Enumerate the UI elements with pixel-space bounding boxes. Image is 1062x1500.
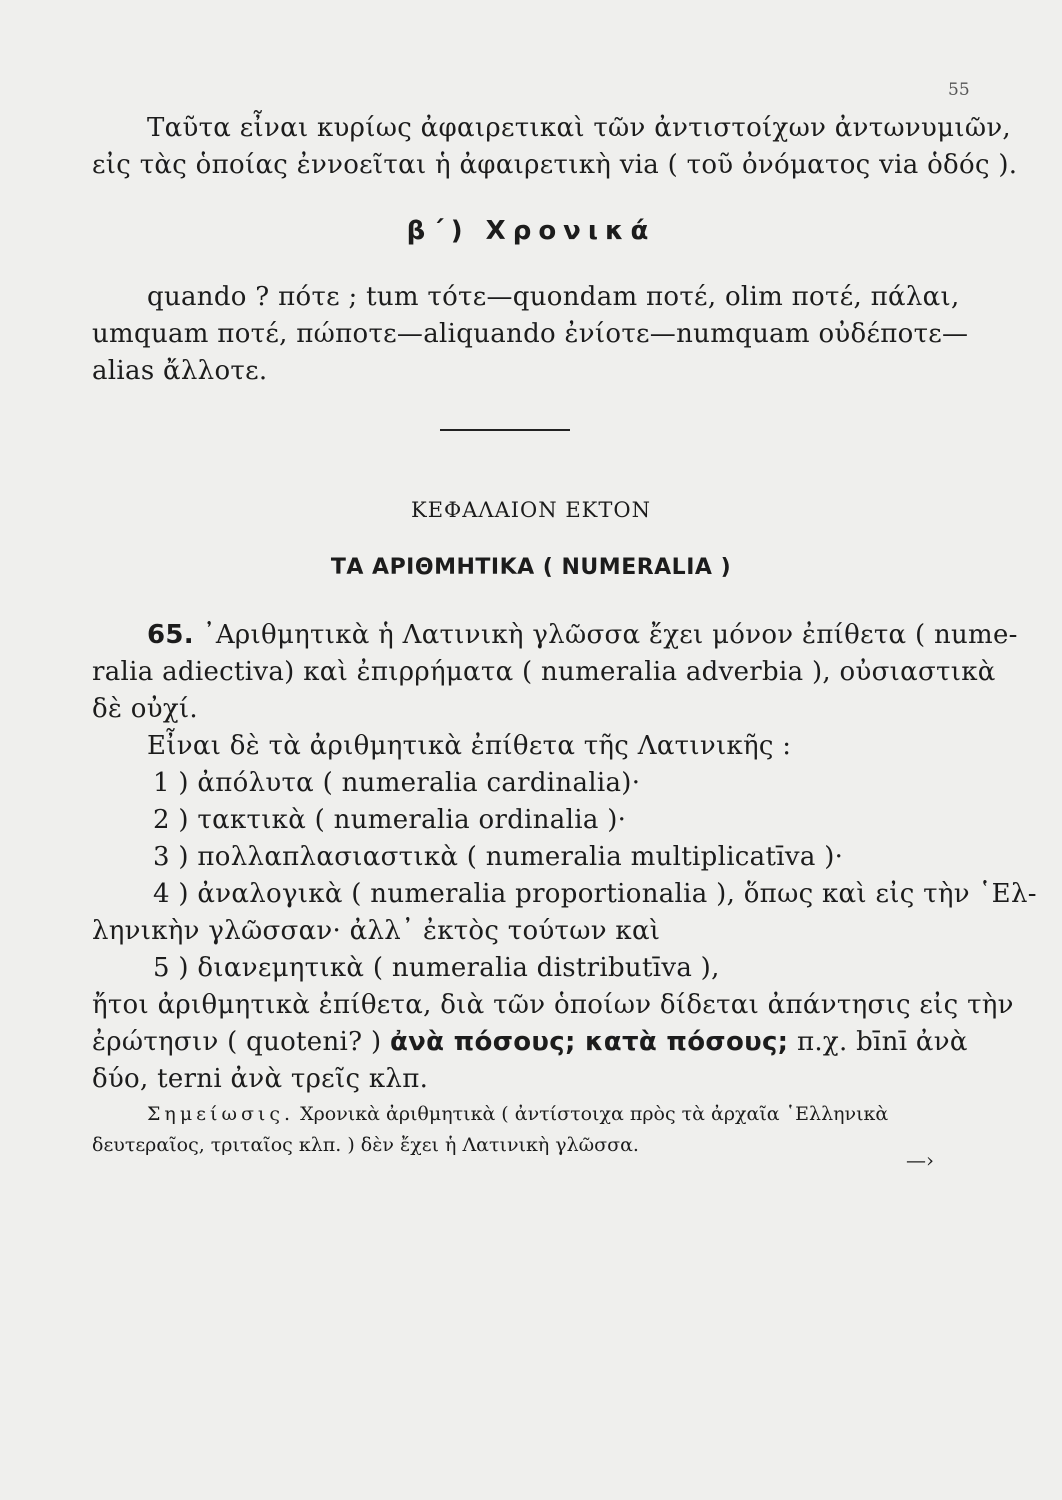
section-b-line-3: alias ἄλλοτε. [92,356,268,386]
list-item-4: 4 ) ἀναλογικὰ ( numeralia proportionalia ), ὅπως καὶ εἰς τὴν ῾Ελ- [153,879,1037,909]
section-heading-chronika [0,216,1062,246]
intro-line-1: Ταῦτα εἶναι κυρίως ἀφαιρετικαὶ τῶν ἀντιστοίχων ἀντωνυμιῶν, [147,113,1011,143]
para-number: 65. [147,620,194,650]
list-item-4-continued: ληνικὴν γλῶσσαν· ἀλλ᾿ ἐκτὸς τούτων καὶ [92,916,661,946]
note-label: Σημείωσις. [147,1103,295,1125]
list-item-3: 3 ) πολλαπλασιαστικὰ ( numeralia multiplicatīva )· [153,842,844,872]
list-item-2: 2 ) τακτικὰ ( numeralia ordinalia )· [153,805,627,835]
explain-line-1: ἤτοι ἀριθμητικὰ ἐπίθετα, διὰ τῶν ὁποίων δίδεται ἀπάντησις εἰς τὴν [92,990,1014,1020]
para-65-line-2: ralia adiectiva) καὶ ἐπιρρήματα ( numeralia adverbia ), οὐσιαστικὰ [92,657,996,687]
section-b-line-1: quando ? πότε ; tum τότε—quondam ποτέ, olim ποτέ, πάλαι, [147,282,960,312]
para-65-line-1 [147,620,1018,650]
list-item-5: 5 ) διανεμητικὰ ( numeralia distributīva ), [153,953,720,983]
explain-line-3: δύο, terni ἀνὰ τρεῖς κλπ. [92,1064,429,1094]
continue-arrow-icon: —› [906,1148,934,1172]
chapter-title: ΚΕΦΑΛΑΙΟΝ ΕΚΤΟΝ [411,498,651,522]
section-heading-text: β΄) Χρονικά [406,216,656,246]
explain-line-2-post: π.χ. bīnī ἀνὰ [788,1027,968,1057]
para-65-line-4: Εἶναι δὲ τὰ ἀριθμητικὰ ἐπίθετα τῆς Λατινικῆς : [147,731,792,761]
intro-line-2: εἰς τὰς ὁποίας ἐννοεῖται ἡ ἀφαιρετικὴ via ( τοῦ ὀνόματος via ὁδός ). [92,150,1018,180]
note-text-1: Χρονικὰ ἀριθμητικὰ ( ἀντίστοιχα πρὸς τὰ ἀρχαῖα ῾Ελληνικὰ [294,1103,889,1125]
list-item-1: 1 ) ἀπόλυτα ( numeralia cardinalia)· [153,768,641,798]
note-line-2: δευτεραῖος, τριταῖος κλπ. ) δὲν ἔχει ἡ Λατινικὴ γλῶσσα. [92,1134,639,1156]
page-number: 55 [948,80,970,100]
para-65-line-3: δὲ οὐχί. [92,694,198,724]
explain-line-2 [92,1027,968,1057]
para-65-text-1: ᾿Αριθμητικὰ ἡ Λατινικὴ γλῶσσα ἔχει μόνον ἐπίθετα ( nume- [202,620,1018,650]
explain-line-2-pre: ἐρώτησιν ( quoteni? ) [92,1027,390,1057]
divider-rule [440,429,570,431]
note-line-1 [147,1103,888,1125]
chapter-subtitle: ΤΑ ΑΡΙΘΜΗΤΙΚΑ ( NUMERALIA ) [330,555,732,580]
section-b-line-2: umquam ποτέ, πώποτε—aliquando ἐνίοτε—numquam οὐδέποτε— [92,319,969,349]
explain-question-bold: ἀνὰ πόσους; κατὰ πόσους; [389,1027,789,1057]
